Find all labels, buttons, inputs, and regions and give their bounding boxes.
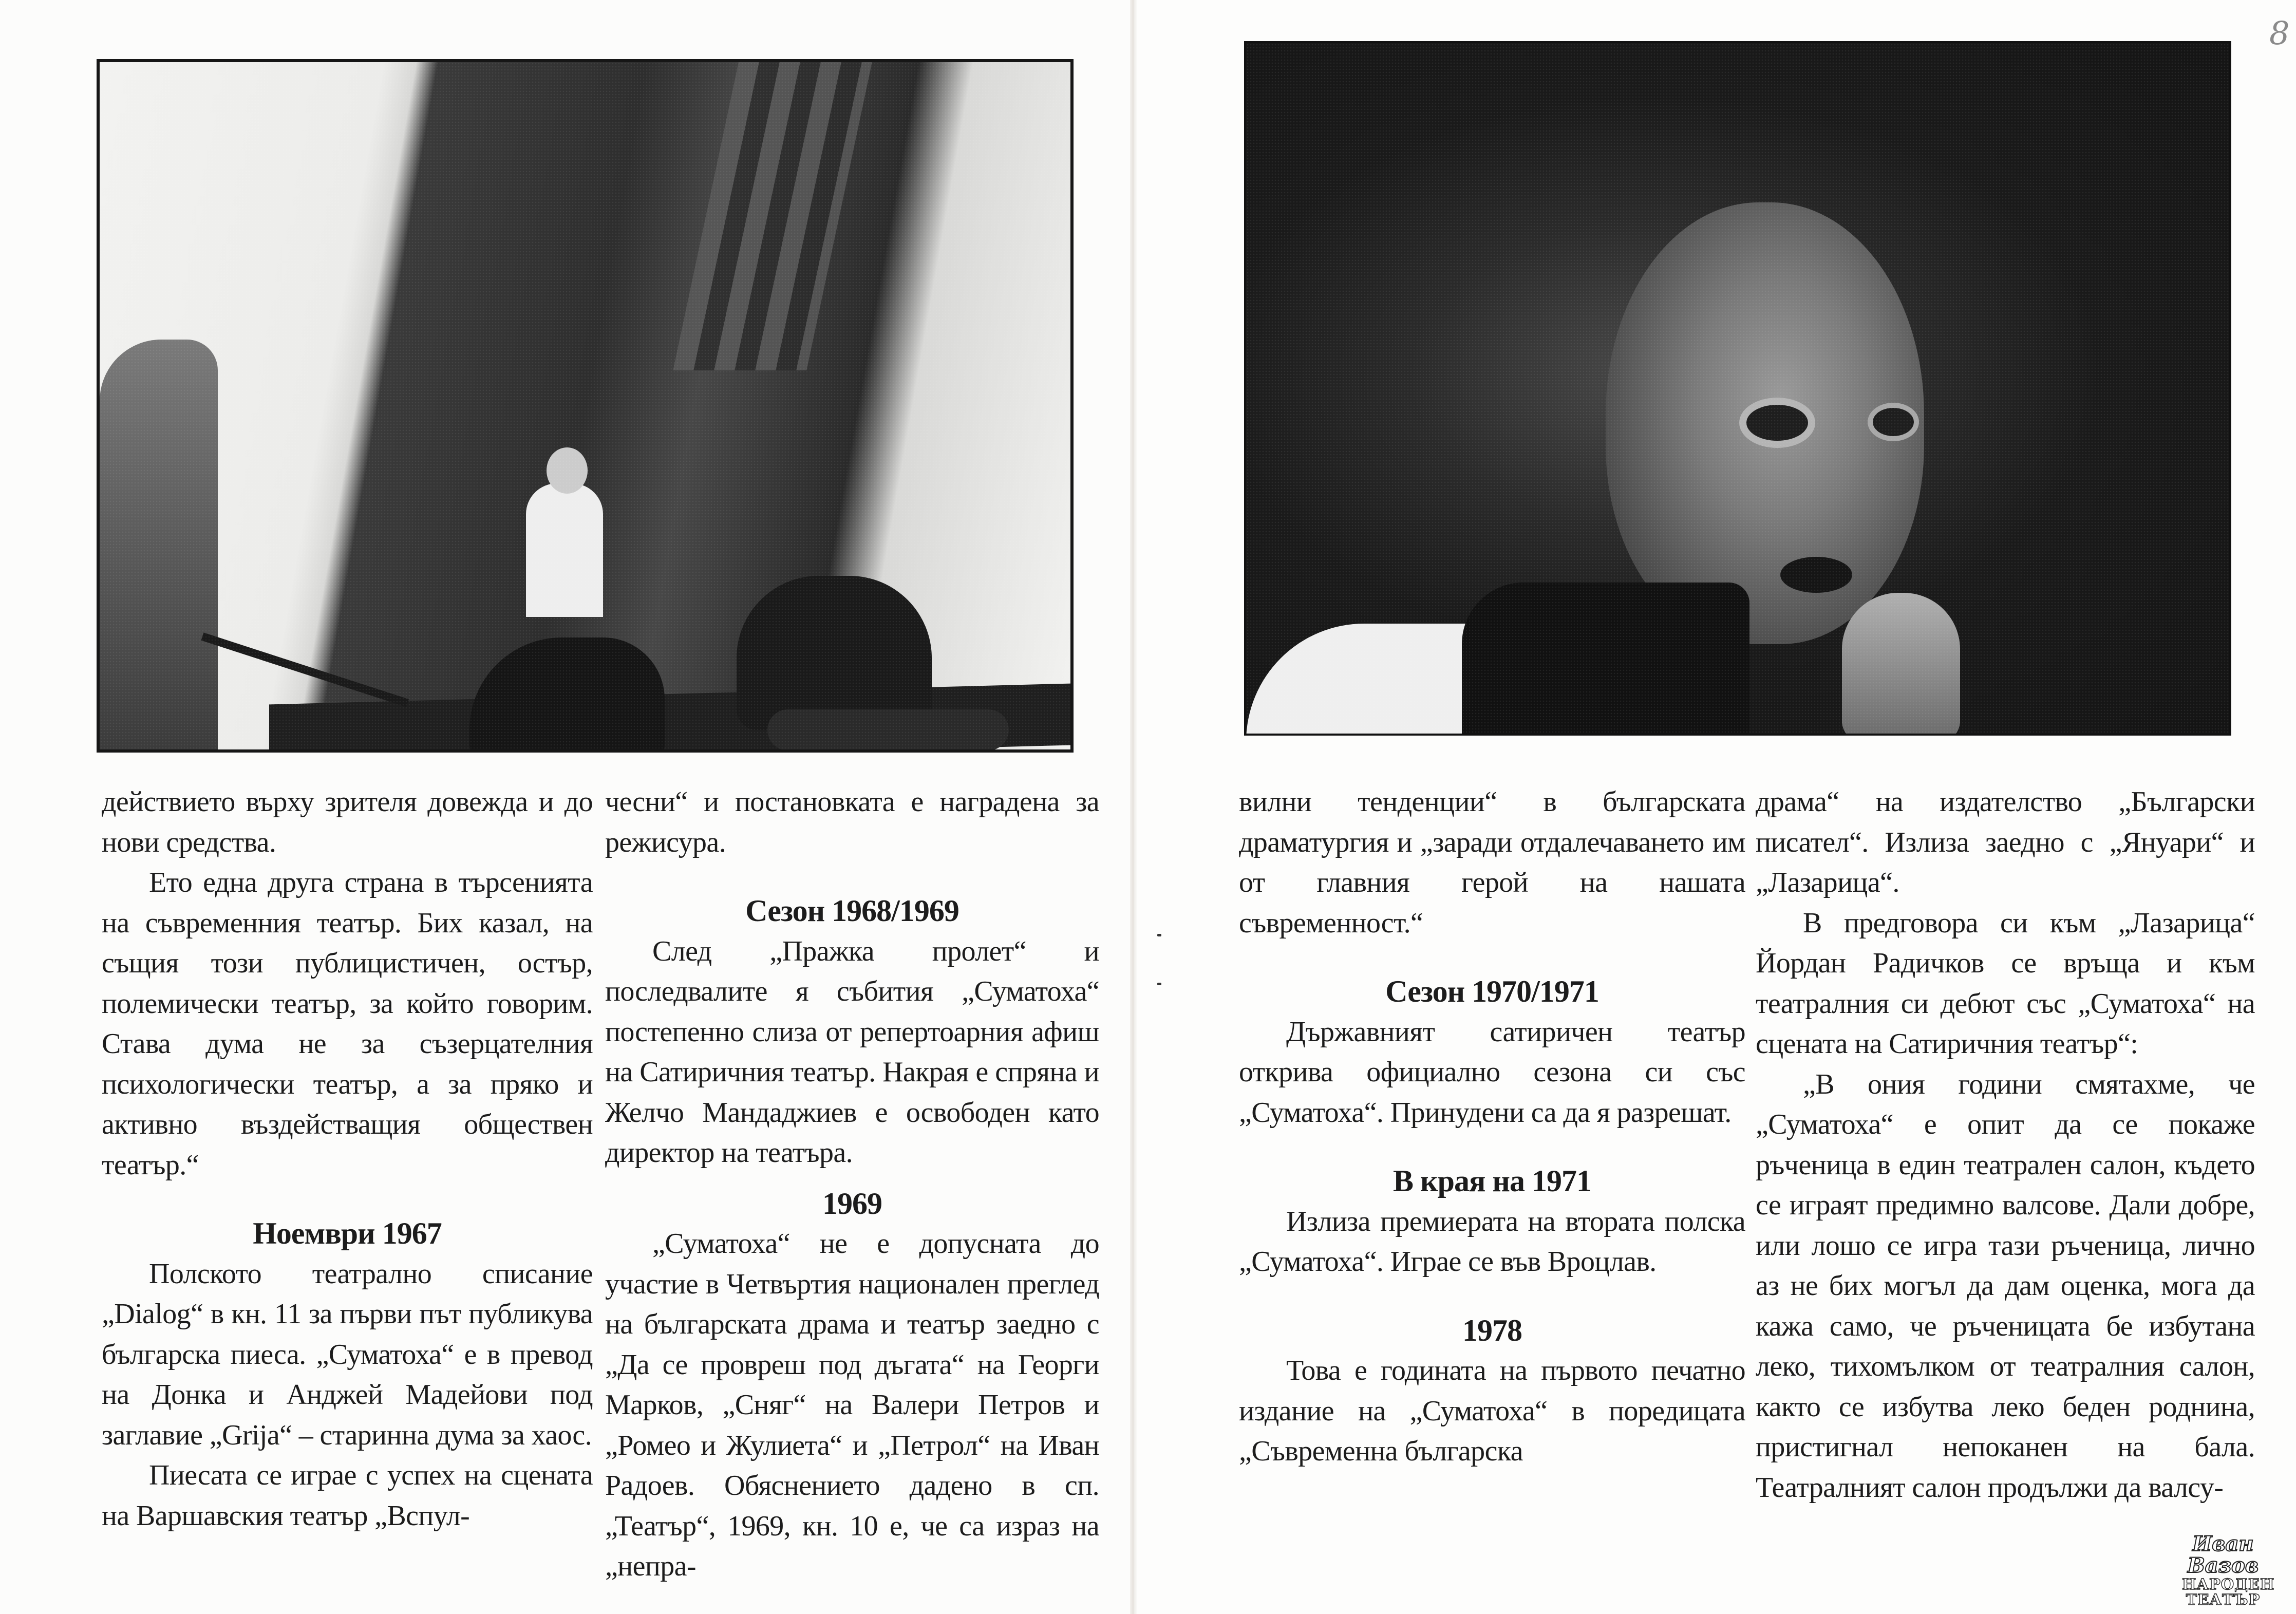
section-heading: Сезон 1968/1969: [745, 894, 959, 928]
actor-hand: [1842, 593, 1960, 736]
actor-portrait-photo: [1244, 41, 2231, 736]
actor-eye-right: [1868, 403, 1919, 441]
logo-line-1: НАРОДЕН: [2182, 1575, 2275, 1593]
rifle: [201, 632, 409, 707]
national-theatre-logo: [2182, 1532, 2275, 1608]
paragraph: Полското театрално списание „Dialog“ в кн. 11 за първи път публикува българска пиеса. „Суматоха“ е в превод на Донка и Анджей Мадейови под заглавие „Grija“ – старинна дума за хаос.: [102, 1258, 593, 1451]
paragraph: Пиесата се играе с успех на сцената на Варшавския театър „Вспул-: [102, 1459, 593, 1532]
text-column-3: [1239, 782, 1745, 1472]
stage-scene-photo: [97, 59, 1074, 753]
actor-vest: [1462, 583, 1749, 736]
page-gutter: [1130, 0, 1137, 1614]
logo-script: Иван Вазов: [2187, 1532, 2259, 1578]
standing-actor-shirt: [526, 483, 603, 617]
paragraph: „В ония години смятахме, че „Суматоха“ е опит да се покаже ръченица в един театрален салон, където се играят предимно валсове. Дали добре, или лошо се игра тази ръченица, лично аз не бих могъл да дам оценка, мога да кажа само, че ръченицата бе избутана леко, тихомълком от театралния салон, както се избутва леко беден роднина, пристигнал непоканен на бала. Театралният салон продължи да валсу-: [1756, 1068, 2255, 1504]
paragraph: Излиза премиерата на втората полска „Суматоха“. Играе се във Вроцлав.: [1239, 1205, 1745, 1278]
actor-mouth: [1780, 557, 1852, 593]
staple-mark: [1157, 934, 1161, 936]
paragraph: Това е годината на първото печатно издание на „Суматоха“ в поредицата „Съвременна българска: [1239, 1355, 1745, 1467]
text-column-4: [1756, 782, 2255, 1508]
crawling-figure: [767, 709, 1009, 750]
paragraph: вилни тенденции“ в българската драматургия и „заради отдалечаването им от главния герой на нашата съвременност.“: [1239, 786, 1745, 939]
section-heading: В края на 1971: [1393, 1164, 1591, 1198]
section-heading: Ноември 1967: [253, 1216, 442, 1250]
actor-eye-left: [1739, 398, 1815, 448]
paragraph: След „Пражка пролет“ и последвалите я събития „Суматоха“ постепенно слиза от репертоарния афиш на Сатиричния театър. Накрая е спряна и Желчо Мандаджиев е освободен като директор на театъра.: [605, 935, 1099, 1169]
section-heading: 1978: [1462, 1313, 1522, 1347]
section-heading: 1969: [822, 1186, 882, 1221]
section-heading: Сезон 1970/1971: [1385, 974, 1599, 1008]
bending-figure-right: [737, 576, 932, 730]
text-column-2: [605, 782, 1099, 1587]
staple-mark: [1157, 983, 1161, 985]
logo-line-2: ТЕАТЪР: [2186, 1591, 2261, 1608]
paragraph: Ето една друга страна в търсенията на съвременния театър. Бих казал, на същия този публицистичен, остър, полемически театър, за който говорим. Става дума не за съзерцателния психологически театър, а за пряко и активно въздействащия обществен театър.“: [102, 867, 593, 1181]
curtain-shadow-band: [673, 62, 872, 370]
paragraph: „Суматоха“ не е допусната до участие в Четвъртия национален преглед на българската драма и театър заедно с „Да се провреш под дъгата“ на Георги Марков, „Сняг“ на Валери Петров и „Ромео и Жулиета“ и „Петрол“ на Иван Радоев. Обяснението дадено в сп. „Театър“, 1969, кн. 10 е, че са израз на „непра-: [605, 1228, 1099, 1582]
paragraph: драма“ на издателство „Български писател“. Излиза заедно с „Януари“ и „Лазарица“.: [1756, 786, 2255, 898]
paragraph: В предговора си към „Лазарица“ Йордан Радичков се връща и към театралния си дебют със „Суматоха“ на сцената на Сатиричния театър“:: [1756, 907, 2255, 1060]
text-column-1: [102, 782, 593, 1536]
standing-actor-head: [547, 447, 588, 494]
paragraph: Държавният сатиричен театър открива официално сезона си със „Суматоха“. Принудени са да я разрешат.: [1239, 1016, 1745, 1129]
paragraph: чесни“ и постановката е наградена за режисура.: [605, 786, 1099, 858]
paragraph: действието върху зрителя довежда и до нови средства.: [102, 786, 593, 858]
hooded-figure: [100, 340, 218, 753]
handwritten-page-number: 8: [2269, 14, 2290, 52]
bending-figure: [469, 637, 665, 753]
